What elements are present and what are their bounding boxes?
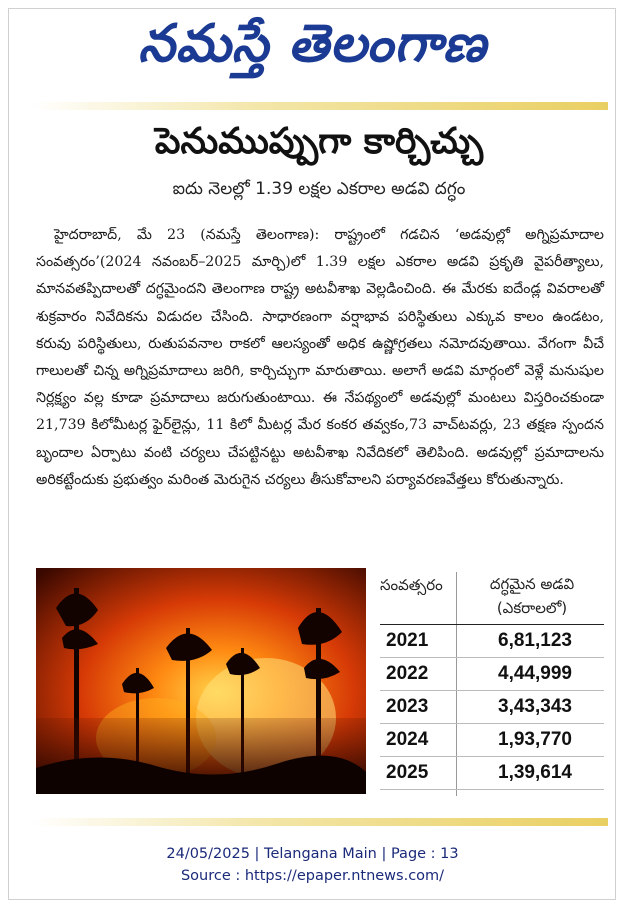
table-cell-area: 6,81,123 <box>498 630 572 651</box>
table-row <box>380 625 604 658</box>
footer-source-link[interactable]: Source : https://epaper.ntnews.com/ <box>180 868 445 884</box>
table-row <box>380 724 604 757</box>
table-header-area-line2: (ఎకరాలలో) <box>496 599 568 617</box>
table-header-year: సంవత్సరం <box>380 576 443 594</box>
table-row <box>380 658 604 691</box>
bottom-accent-bar <box>30 818 608 826</box>
top-accent-bar <box>30 102 608 110</box>
table-cell-year: 2025 <box>386 762 429 783</box>
table-cell-area: 4,44,999 <box>498 663 572 684</box>
article-headline: పెనుముప్పుగా కార్చిచ్చు <box>154 121 484 162</box>
forest-fire-photo <box>36 568 366 794</box>
table-header-area-line1: దగ్ధమైన అడవి <box>489 575 575 593</box>
table-cell-year: 2024 <box>386 729 429 750</box>
newspaper-masthead: నమస్తే తెలంగాణ <box>138 13 487 74</box>
table-row <box>380 691 604 724</box>
article-body: హైదరాబాద్, మే 23 (నమస్తే తెలంగాణ): రాష్ట్రంలో గడచిన ‘అడవుల్లో అగ్నిప్రమాదాల సంవత్సరం’(2024 నవంబర్–2025 మార్చి)లో 1.39 లక్షల ఎకరాల అడవి ప్రకృతి వైపరీత్యాలు, మానవతప్పిదాలతో దగ్ధమైందని తెలంగాణ రాష్ట్ర అటవీశాఖ వెల్లడించింది. ఈ మేరకు ఐదేండ్ల వివరాలతో శుక్రవారం నివేదికను విడుదల చేసింది. సాధారణంగా వర్షాభావ పరిస్థితులు ఎక్కువ కాలం ఉండటం, కరువు పరిస్థితులు, రుతుపవనాల రాకలో ఆలస్యంతో అధిక ఉష్ణోగ్రతలు నమోదవుతాయి. వేగంగా వీచే గాలులతో చిన్న అగ్నిప్రమాదాలు జరిగి, కార్చిచ్చుగా మారుతాయి. అలాగే అడవి మార్గంలో వెళ్లే మనుషుల నిర్లక్ష్యం వల్ల కూడా ప్రమాదాలు జరుగుతుంటాయి. ఈ నేపథ్యంలో అడవుల్లో మంటలు విస్తరించకుండా 21,739 కిలోమీటర్ల ఫైర్‌లైన్లు, 11 కిలో మీటర్ల మేర కంకర తవ్వకం,73 వాచ్‌టవర్లు, 23 తక్షణ స్పందన బృందాల ఏర్పాటు వంటి చర్యలు చేపట్టినట్టు అటవీశాఖ నివేదికలో తెలిపింది. అడవుల్లో ప్రమాదాలను అరికట్టేందుకు ప్రభుత్వం మరింత మెరుగైన చర్యలు తీసుకోవాలని పర్యావరణవేత్తలు కోరుతున్నారు. <box>36 227 604 488</box>
table-cell-area: 1,39,614 <box>498 762 572 783</box>
table-cell-year: 2022 <box>386 663 429 684</box>
table-cell-area: 3,43,343 <box>498 696 572 717</box>
table-cell-area: 1,93,770 <box>498 729 572 750</box>
page-footer <box>0 843 625 887</box>
table-header-area <box>460 572 604 620</box>
table-cell-year: 2021 <box>386 630 429 651</box>
footer-edition-info: 24/05/2025 | Telangana Main | Page : 13 <box>166 846 459 862</box>
table-header-row <box>380 572 604 625</box>
article-subheadline: ఐదు నెలల్లో 1.39 లక్షల ఎకరాల అడవి దగ్ధం <box>172 179 466 199</box>
table-cell-year: 2023 <box>386 696 429 717</box>
burned-area-table <box>380 572 604 790</box>
table-row <box>380 757 604 790</box>
